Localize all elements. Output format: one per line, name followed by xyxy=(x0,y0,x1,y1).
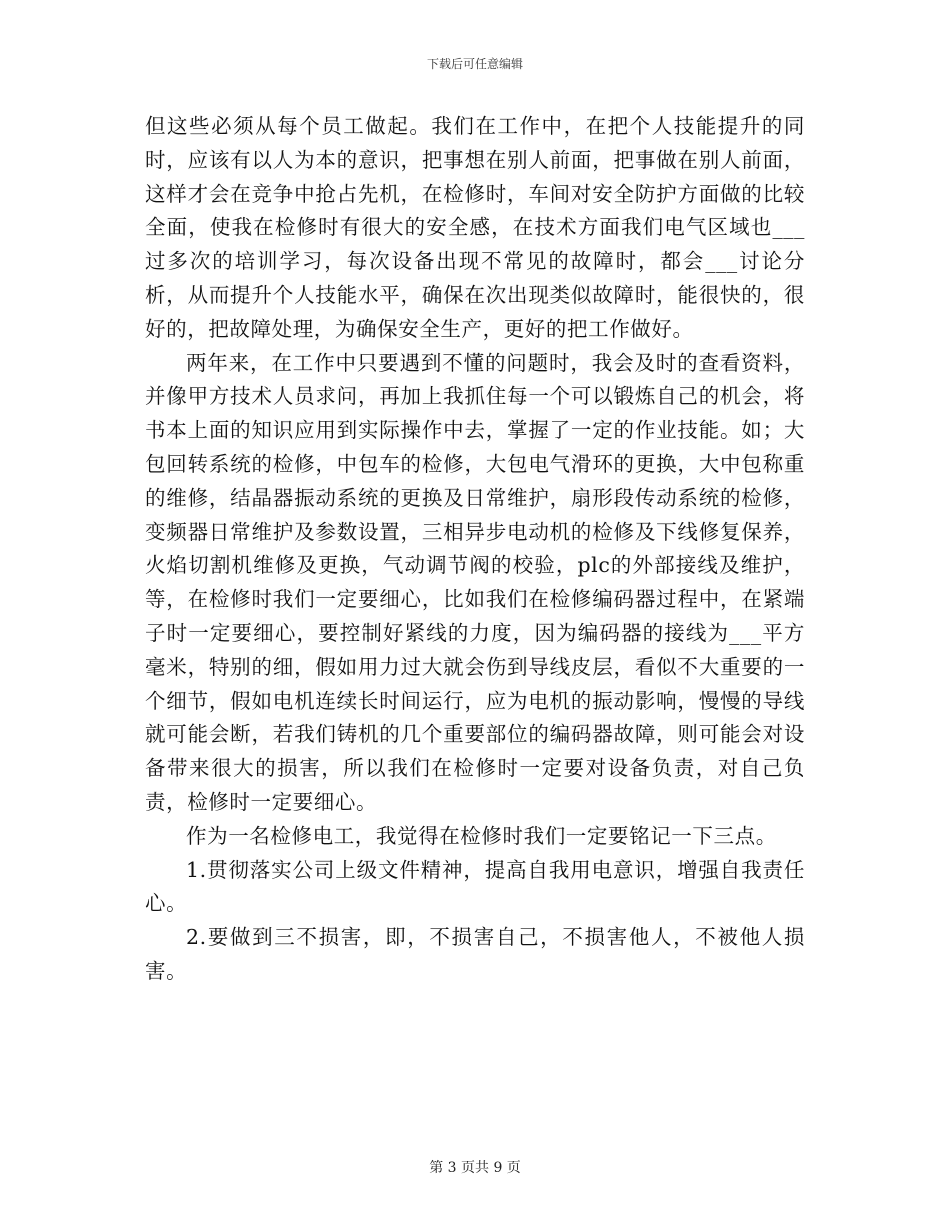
header-note: 下载后可任意编辑 xyxy=(426,57,523,71)
list-item-1: 1.贯彻落实公司上级文件精神，提高自我用电意识，增强自我责任心。 xyxy=(145,857,805,916)
paragraph-1: 但这些必须从每个员工做起。我们在工作中，在把个人技能提升的同时，应该有以人为本的意识，把事想在别人前面，把事做在别人前面，这样才会在竞争中抢占先机，在检修时，车间对安全防护方面做的比较全面，使我在检修时有很大的安全感，在技术方面我们电气区域也___过多次的培训学习，每次设备出现不常见的故障时，都会___讨论分析，从而提升个人技能水平，确保在次出现类似故障时，能很快的，很好的，把故障处理，为确保安全生产，更好的把工作做好。 xyxy=(145,114,805,341)
page-number: 第 3 页共 9 页 xyxy=(429,1160,521,1176)
paragraph-3: 作为一名检修电工，我觉得在检修时我们一定要铭记一下三点。 xyxy=(186,823,777,848)
document-body xyxy=(145,110,805,989)
list-item-2: 2.要做到三不损害，即，不损害自己，不损害他人，不被他人损害。 xyxy=(145,925,805,983)
paragraph-2: 两年来，在工作中只要遇到不懂的问题时，我会及时的查看资料，并像甲方技术人员求问，再加上我抓住每一个可以锻炼自己的机会，将书本上面的知识应用到实际操作中去，掌握了一定的作业技能。如；大包回转系统的检修，中包车的检修，大包电气滑环的更换，大中包称重的维修，结晶器振动系统的更换及日常维护，扇形段传动系统的检修，变频器日常维护及参数设置，三相异步电动机的检修及下线修复保养，火焰切割机维修及更换，气动调节阀的校验，plc的外部接线及维护，等，在检修时我们一定要细心，比如我们在检修编码器过程中，在紧端子时一定要细心，要控制好紧线的力度，因为编码器的接线为___平方毫米，特别的细，假如用力过大就会伤到导线皮层，看似不大重要的一个细节，假如电机连续长时间运行，应为电机的振动影响，慢慢的导线就可能会断，若我们铸机的几个重要部位的编码器故障，则可能会对设备带来很大的损害，所以我们在检修时一定要对设备负责，对自己负责，检修时一定要细心。 xyxy=(145,350,805,814)
